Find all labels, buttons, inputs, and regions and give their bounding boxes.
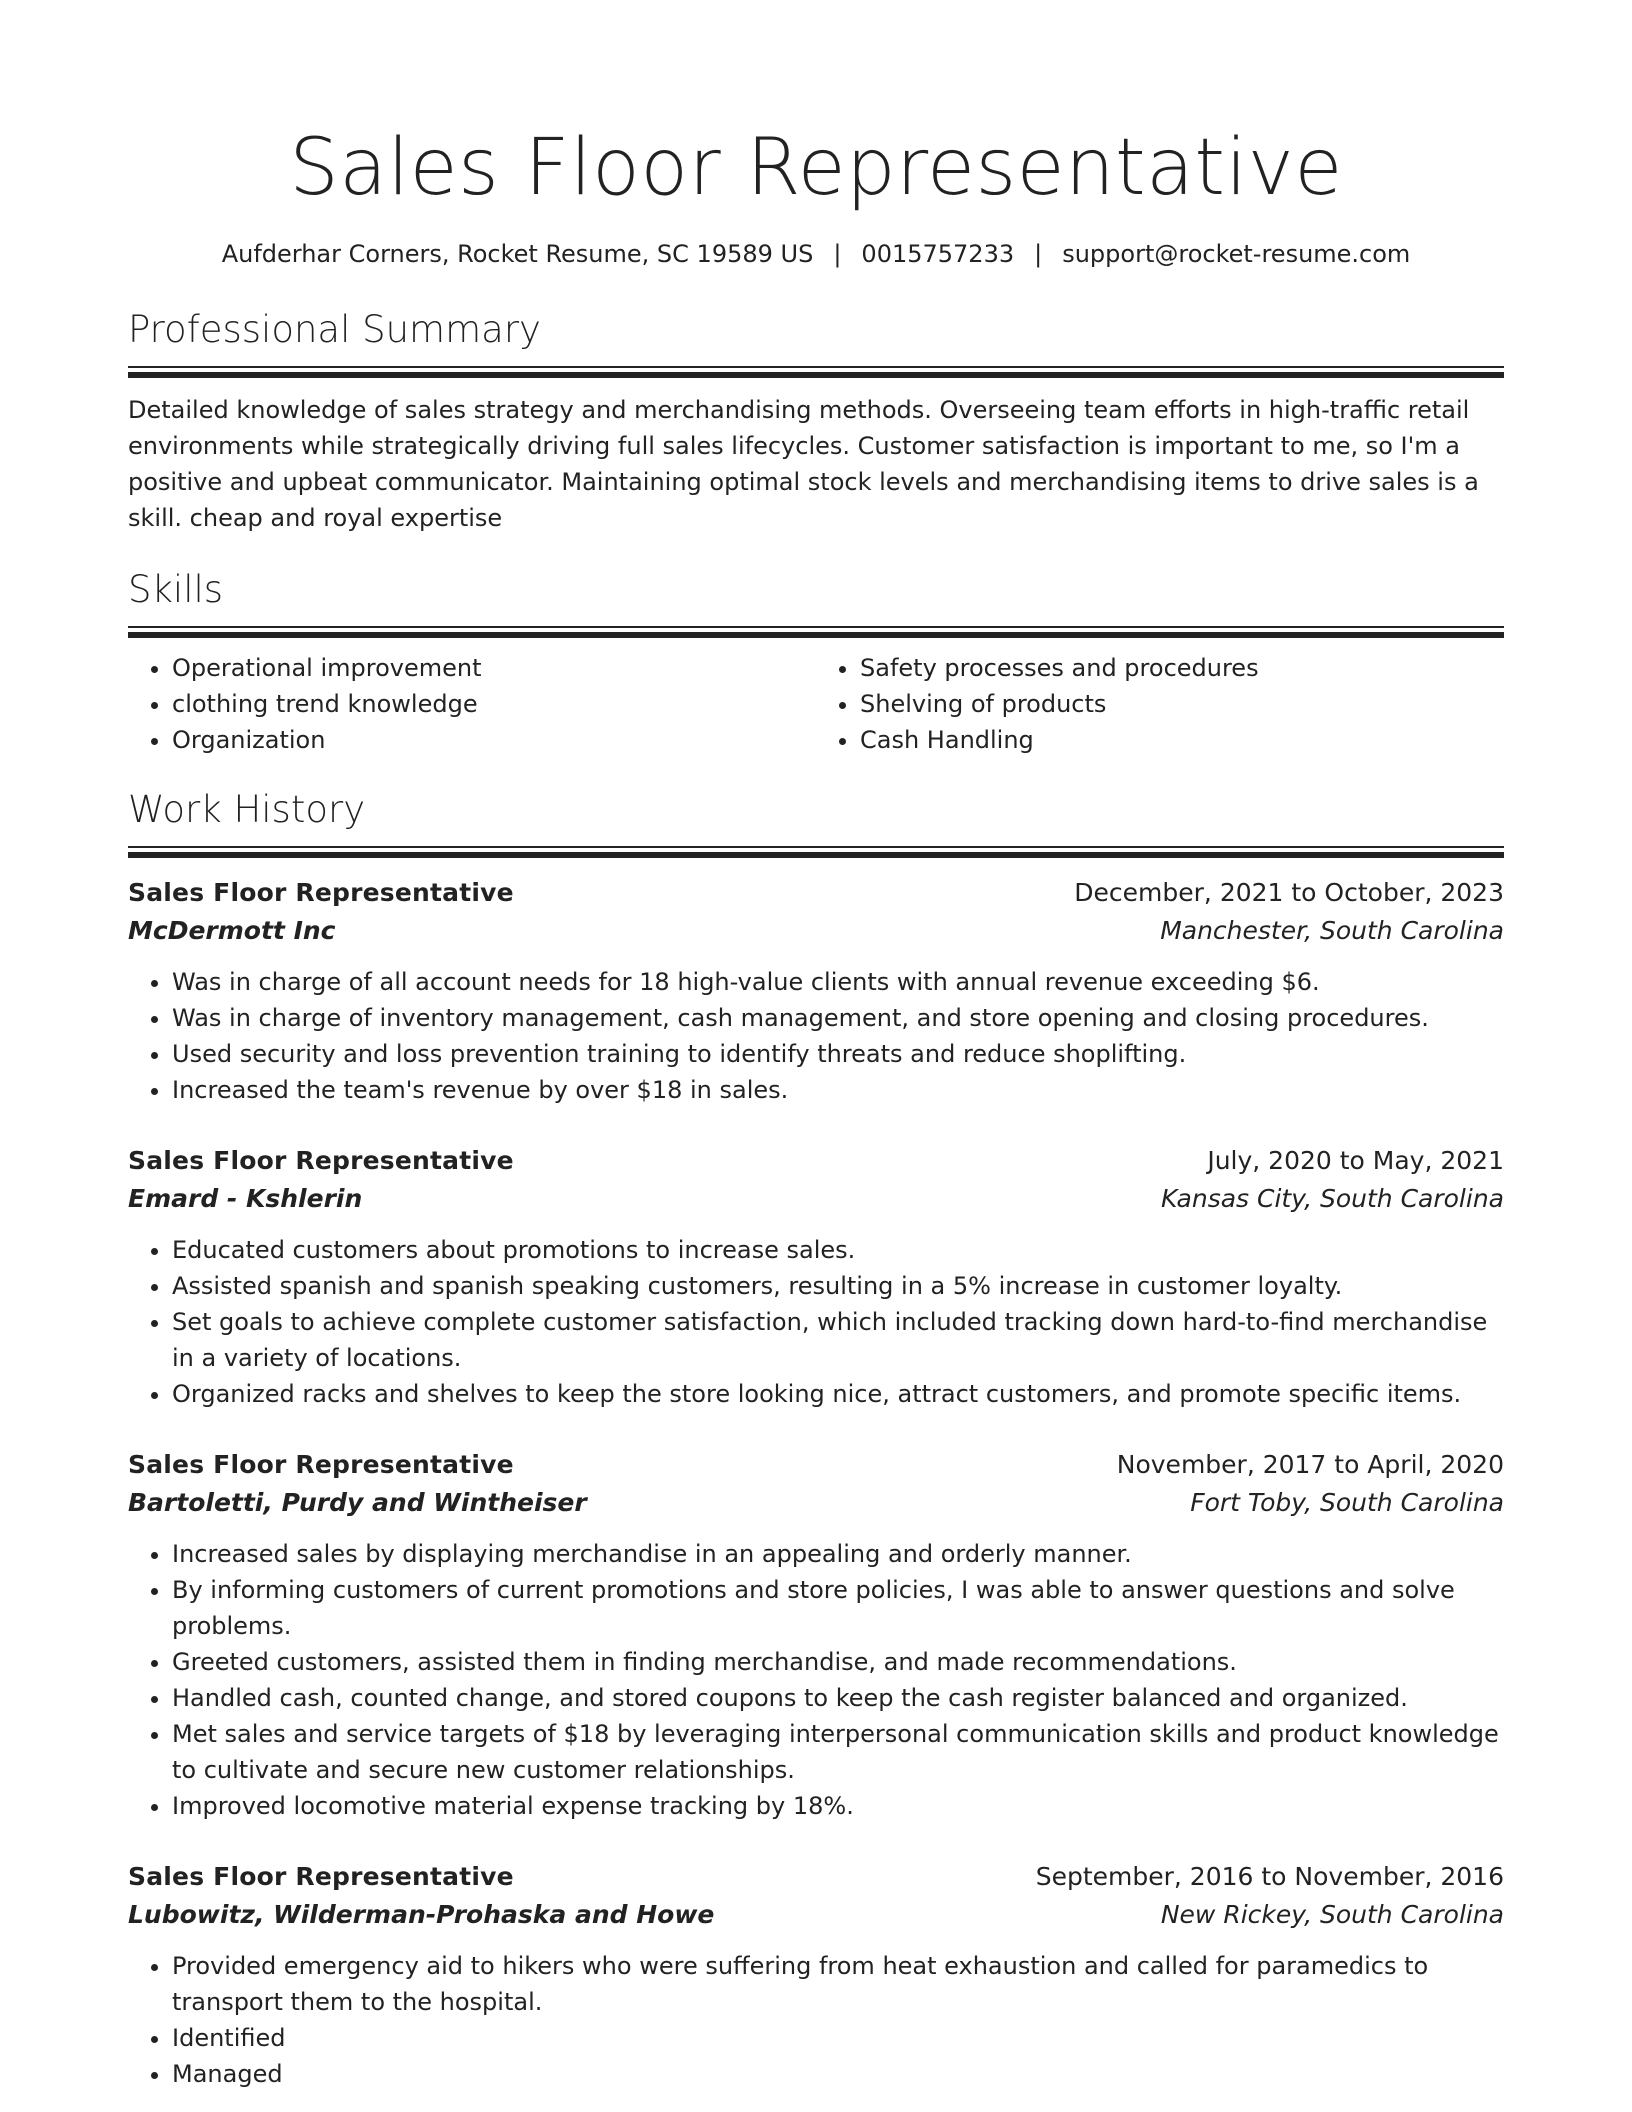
job-bullet: • Managed	[172, 2056, 1504, 2092]
job-dates: July, 2020 to May, 2021	[1207, 1146, 1504, 1175]
job-title: Sales Floor Representative	[128, 878, 514, 907]
job-company: McDermott Inc	[128, 916, 336, 945]
job-bullet: • Provided emergency aid to hikers who were suffering from heat exhaustion and called for paramedics to transport them to the hospital.	[172, 1948, 1504, 2020]
job-dates: December, 2021 to October, 2023	[1074, 878, 1504, 907]
section-title-skills: Skills	[128, 568, 224, 611]
job-location: Kansas City, South Carolina	[1161, 1184, 1504, 1213]
job-entry	[128, 1142, 1504, 1412]
summary-section	[128, 308, 1504, 536]
skill-item: • Cash Handling	[860, 722, 1504, 758]
contact-line	[128, 238, 1504, 270]
job-bullet: • Met sales and service targets of $18 by leveraging interpersonal communication skills and product knowledge to cultivate and secure new customer relationships.	[172, 1716, 1504, 1788]
job-bullet: • Increased the team's revenue by over $18 in sales.	[172, 1072, 1504, 1108]
job-location: Fort Toby, South Carolina	[1190, 1488, 1504, 1517]
job-title: Sales Floor Representative	[128, 1450, 514, 1479]
job-bullet: • Handled cash, counted change, and stored coupons to keep the cash register balanced and organized.	[172, 1680, 1504, 1716]
job-bullets	[128, 1232, 1504, 1412]
job-location: New Rickey, South Carolina	[1160, 1900, 1504, 1929]
job-title: Sales Floor Representative	[128, 1862, 514, 1891]
job-title: Sales Floor Representative	[128, 1146, 514, 1175]
contact-separator: |	[833, 240, 842, 268]
skill-item: • Operational improvement	[172, 650, 816, 686]
skills-column-right	[816, 650, 1504, 758]
skill-item: • clothing trend knowledge	[172, 686, 816, 722]
job-dates: September, 2016 to November, 2016	[1035, 1862, 1504, 1891]
skills-column-left	[128, 650, 816, 758]
skill-item: • Safety processes and procedures	[860, 650, 1504, 686]
section-divider	[128, 846, 1504, 858]
job-entry	[128, 1858, 1504, 2092]
job-entry	[128, 874, 1504, 1108]
skills-section	[128, 568, 1504, 758]
section-divider	[128, 626, 1504, 638]
job-bullets	[128, 1948, 1504, 2092]
job-bullet: • Improved locomotive material expense tracking by 18%.	[172, 1788, 1504, 1824]
section-title-work-history: Work History	[128, 788, 366, 831]
section-title-summary: Professional Summary	[128, 308, 541, 351]
job-bullet: • Set goals to achieve complete customer satisfaction, which included tracking down hard-to-find merchandise in a variety of locations.	[172, 1304, 1504, 1376]
work-history-section	[128, 788, 1504, 2092]
job-bullet: • Was in charge of all account needs for 18 high-value clients with annual revenue exceeding $6.	[172, 964, 1504, 1000]
contact-phone: 0015757233	[861, 240, 1015, 268]
resume-name: Sales Floor Representative	[289, 123, 1343, 213]
job-bullet: • Used security and loss prevention training to identify threats and reduce shoplifting.	[172, 1036, 1504, 1072]
job-bullet: • Educated customers about promotions to increase sales.	[172, 1232, 1504, 1268]
skills-grid	[128, 650, 1504, 758]
job-bullet: • Was in charge of inventory management, cash management, and store opening and closing procedures.	[172, 1000, 1504, 1036]
job-bullet: • Greeted customers, assisted them in finding merchandise, and made recommendations.	[172, 1644, 1504, 1680]
job-bullet: • Assisted spanish and spanish speaking customers, resulting in a 5% increase in customer loyalty.	[172, 1268, 1504, 1304]
contact-separator: |	[1034, 240, 1043, 268]
job-bullet: • Identified	[172, 2020, 1504, 2056]
skill-item: • Organization	[172, 722, 816, 758]
job-company: Bartoletti, Purdy and Wintheiser	[128, 1488, 587, 1517]
job-bullet: • Organized racks and shelves to keep the store looking nice, attract customers, and promote specific items.	[172, 1376, 1504, 1412]
job-entry	[128, 1446, 1504, 1824]
skill-item: • Shelving of products	[860, 686, 1504, 722]
job-bullets	[128, 1536, 1504, 1824]
contact-email: support@rocket-resume.com	[1062, 240, 1411, 268]
summary-text: Detailed knowledge of sales strategy and merchandising methods. Overseeing team efforts in high-traffic retail environments while strategically driving full sales lifecycles. Customer satisfaction is important to me, so I'm a positive and upbeat communicator. Maintaining optimal stock levels and merchandising items to drive sales is a skill. cheap and royal expertise	[128, 396, 1479, 532]
job-bullets	[128, 964, 1504, 1108]
job-bullet: • By informing customers of current promotions and store policies, I was able to answer questions and solve problems.	[172, 1572, 1504, 1644]
contact-address: Aufderhar Corners, Rocket Resume, SC 19589 US	[221, 240, 814, 268]
job-dates: November, 2017 to April, 2020	[1116, 1450, 1504, 1479]
section-divider	[128, 366, 1504, 378]
job-bullet: • Increased sales by displaying merchandise in an appealing and orderly manner.	[172, 1536, 1504, 1572]
job-location: Manchester, South Carolina	[1160, 916, 1504, 945]
job-company: Lubowitz, Wilderman-Prohaska and Howe	[128, 1900, 715, 1929]
job-company: Emard - Kshlerin	[128, 1184, 363, 1213]
